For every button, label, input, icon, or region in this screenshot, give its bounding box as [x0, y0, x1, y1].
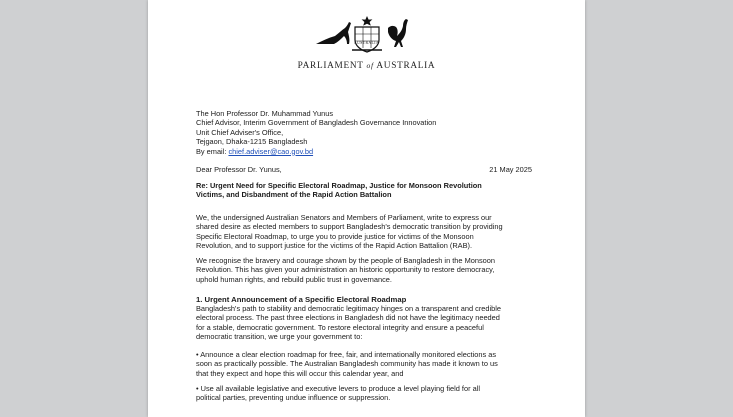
paragraph-electoral: Bangladesh's path to stability and democratic legitimacy hinges on a transparent and credible electoral process. The past three elections in Bangladesh did not have the legitimacy needed for a stable, democratic government. To restore electoral integrity and ensure a peaceful democratic transition, we urge your government to: [196, 304, 502, 342]
paragraph-recognition: We recognise the bravery and courage shown by the people of Bangladesh in the Monsoon Revolution. This has given your administration an historic opportunity to restore democracy, uphold human rights, and rebuild public trust in governance. [196, 256, 495, 284]
letter-page [148, 0, 585, 417]
salutation: Dear Professor Dr. Yunus, [196, 165, 282, 174]
paragraph-intro: We, the undersigned Australian Senators and Members of Parliament, write to express our shared desire as elected members to support Bangladesh's democratic transition by providing Specific Electoral Roadmap, to urge you to provide justice for victims of the Monsoon Revolution, and to support justice for the victims of the Rapid Action Battalion (RAB). [196, 213, 503, 251]
shield-icon [355, 27, 379, 52]
recipient-name: The Hon Professor Dr. Muhammad Yunus [196, 109, 334, 118]
letter-date: 21 May 2025 [489, 165, 532, 174]
email-link[interactable]: chief.adviser@cao.gov.bd [228, 146, 314, 156]
recipient-title: Chief Advisor, Interim Government of Bangladesh Governance Innovation [196, 118, 437, 128]
recipient-address [196, 109, 436, 156]
bullet-roadmap: • Announce a clear election roadmap for free, fair, and internationally monitored elections as soon as practically possible. The Australian Bangladesh community has made it known to us that they expect and hope this will occur this calendar year, and [196, 350, 498, 378]
bullet-level-field: • Use all available legislative and executive levers to produce a level playing field for all political parties, preventing undue influence or suppression. [196, 384, 480, 403]
star-icon [362, 16, 373, 26]
salutation-row [196, 165, 532, 174]
email-label: By email: [196, 146, 229, 156]
section-heading-1: 1. Urgent Announcement of a Specific Electoral Roadmap [196, 295, 407, 304]
coat-of-arms-logo [308, 14, 426, 54]
subject-line: Re: Urgent Need for Specific Electoral Roadmap, Justice for Monsoon Revolution Victims, and Disbandment of the Rapid Action Battalion [196, 181, 482, 200]
recipient-unit: Unit Chief Adviser's Office, [196, 127, 284, 137]
recipient-location: Tejgaon, Dhaka-1215 Bangladesh [196, 137, 308, 147]
institution-heading: PARLIAMENT of AUSTRALIA [297, 61, 436, 71]
crest-label: AUSTRALIA [353, 41, 380, 45]
